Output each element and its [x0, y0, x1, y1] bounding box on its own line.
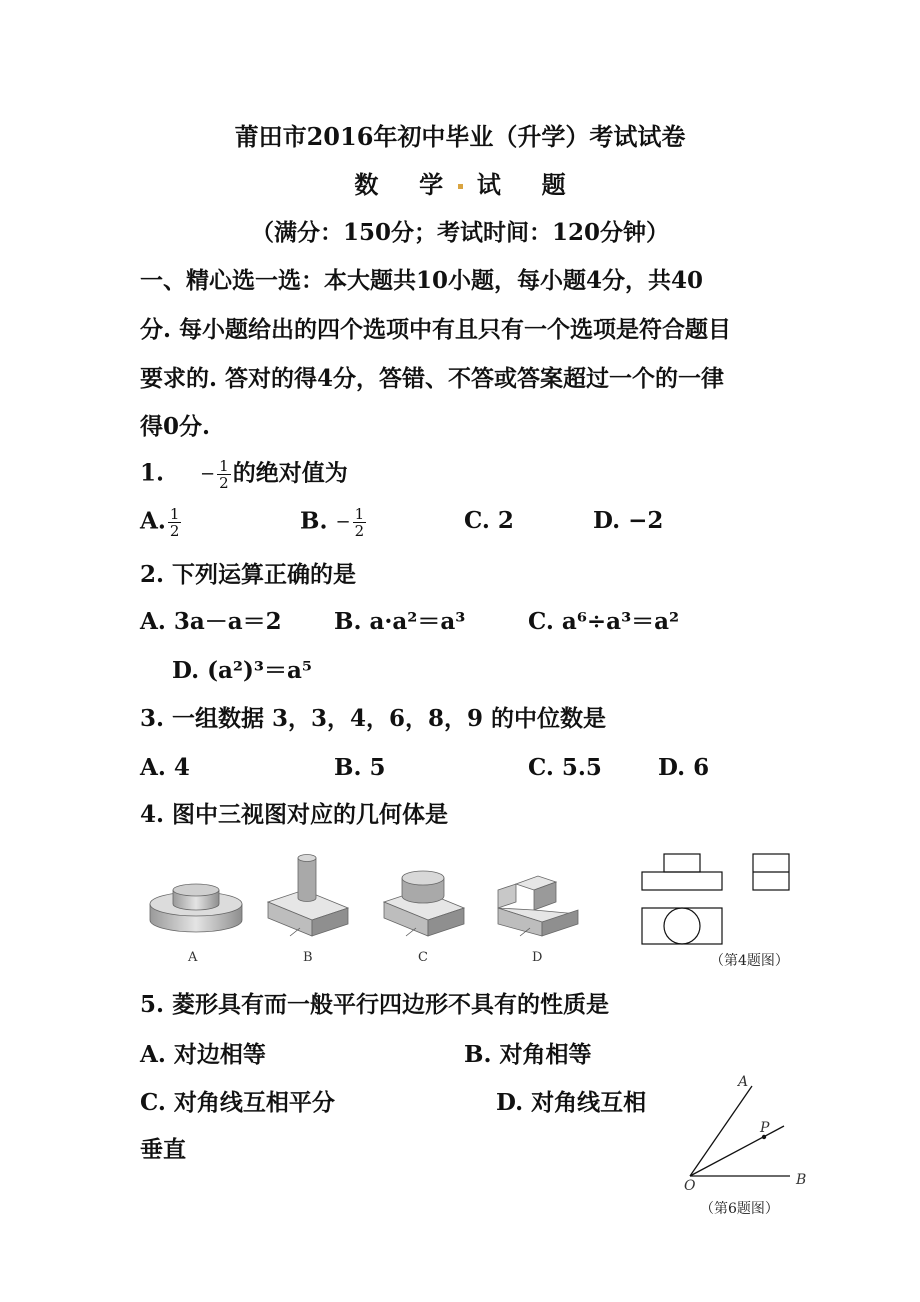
question-3-option-d: D. 6: [658, 754, 710, 781]
fraction-denominator: 2: [219, 474, 229, 492]
question-2-stem: 2. 下列运算正确的是: [140, 561, 357, 588]
question-1-option-c: C. 2: [464, 507, 514, 534]
top-view-rect: [642, 908, 722, 944]
exam-meta: （满分：150分；考试时间：120分钟）: [250, 219, 670, 246]
subject-char-3: 试: [476, 170, 501, 199]
question-5-option-a: A. 对边相等: [140, 1041, 266, 1068]
question-2-option-c: C. a⁶÷a³＝a²: [528, 608, 680, 635]
fraction-denominator: 2: [354, 522, 365, 540]
question-5-option-d: D. 对角线互相: [496, 1089, 647, 1116]
solid-c-label: C: [418, 950, 428, 965]
figure-4-caption: （第4题图）: [710, 953, 789, 969]
question-1-minus: −: [200, 463, 216, 485]
solid-d-label: D: [532, 950, 543, 965]
question-3-option-c: C. 5.5: [528, 754, 602, 781]
question-1-stem: [140, 458, 348, 491]
question-1-option-d: D. −2: [593, 507, 664, 534]
orange-dot-mark: [458, 184, 463, 189]
question-1-option-b: [300, 506, 368, 539]
front-view-base-rect: [642, 872, 722, 890]
question-5-stem: 5. 菱形具有而一般平行四边形不具有的性质是: [140, 991, 610, 1018]
solid-a-label: A: [188, 950, 198, 965]
subject-char-2: 学: [419, 170, 444, 199]
fraction-numerator: 1: [354, 505, 365, 523]
option-label: A.: [140, 507, 166, 535]
top-view-circle: [664, 908, 700, 944]
solid-a-image: [146, 880, 246, 940]
section-instructions-line-2: 分. 每小题给出的四个选项中有且只有一个选项是符合题目: [140, 316, 732, 343]
question-5-option-b: B. 对角相等: [464, 1041, 592, 1068]
question-1-number: 1.: [140, 459, 165, 487]
question-3-option-b: B. 5: [334, 754, 386, 781]
label-a: A: [738, 1074, 749, 1090]
fraction-denominator: 2: [169, 522, 180, 540]
question-1-fraction: [217, 458, 231, 491]
fraction-numerator: 1: [169, 505, 180, 523]
label-b: B: [796, 1172, 807, 1188]
label-o: O: [684, 1178, 696, 1194]
section-instructions-line-3: 要求的. 答对的得4分，答错、不答或答案超过一个的一律: [140, 365, 725, 392]
solid-c-image: [380, 866, 470, 942]
ray-oa: [690, 1086, 752, 1176]
question-2-option-a: A. 3a－a＝2: [140, 608, 282, 635]
solid-b-label: B: [303, 950, 313, 965]
section-instructions-line-1: 一、精心选一选：本大题共10小题，每小题4分，共40: [140, 267, 704, 294]
ray-op: [690, 1126, 784, 1176]
option-b-fraction: [353, 506, 367, 539]
question-5-option-d-continued: 垂直: [140, 1136, 186, 1163]
option-b-minus: −: [335, 511, 351, 533]
solid-b-image: [264, 852, 354, 942]
section-instructions-line-4: 得0分.: [140, 413, 211, 440]
question-4-stem: 4. 图中三视图对应的几何体是: [140, 801, 449, 828]
page-title: 莆田市2016年初中毕业（升学）考试试卷: [234, 122, 686, 151]
option-label: B.: [300, 507, 328, 535]
question-2-option-b: B. a·a²＝a³: [334, 608, 466, 635]
solid-d-image: [494, 866, 584, 942]
fraction-numerator: 1: [219, 457, 229, 475]
question-1-text: 的绝对值为: [232, 459, 348, 487]
three-views-diagram: [640, 852, 800, 948]
question-5-option-c: C. 对角线互相平分: [140, 1089, 335, 1116]
subject-char-4: 题: [541, 170, 566, 199]
front-view-top-rect: [664, 854, 700, 872]
subject-char-1: 数: [354, 170, 379, 199]
question-2-option-d: D. (a²)³＝a⁵: [172, 657, 312, 684]
figure-6-caption: （第6题图）: [700, 1201, 779, 1217]
question-3-option-a: A. 4: [140, 754, 190, 781]
question-3-stem: 3. 一组数据 3，3，4，6，8，9 的中位数是: [140, 705, 607, 732]
label-p: P: [760, 1120, 770, 1136]
option-a-fraction: [168, 506, 182, 539]
question-1-option-a: [140, 506, 183, 539]
subject-title: [0, 170, 920, 200]
